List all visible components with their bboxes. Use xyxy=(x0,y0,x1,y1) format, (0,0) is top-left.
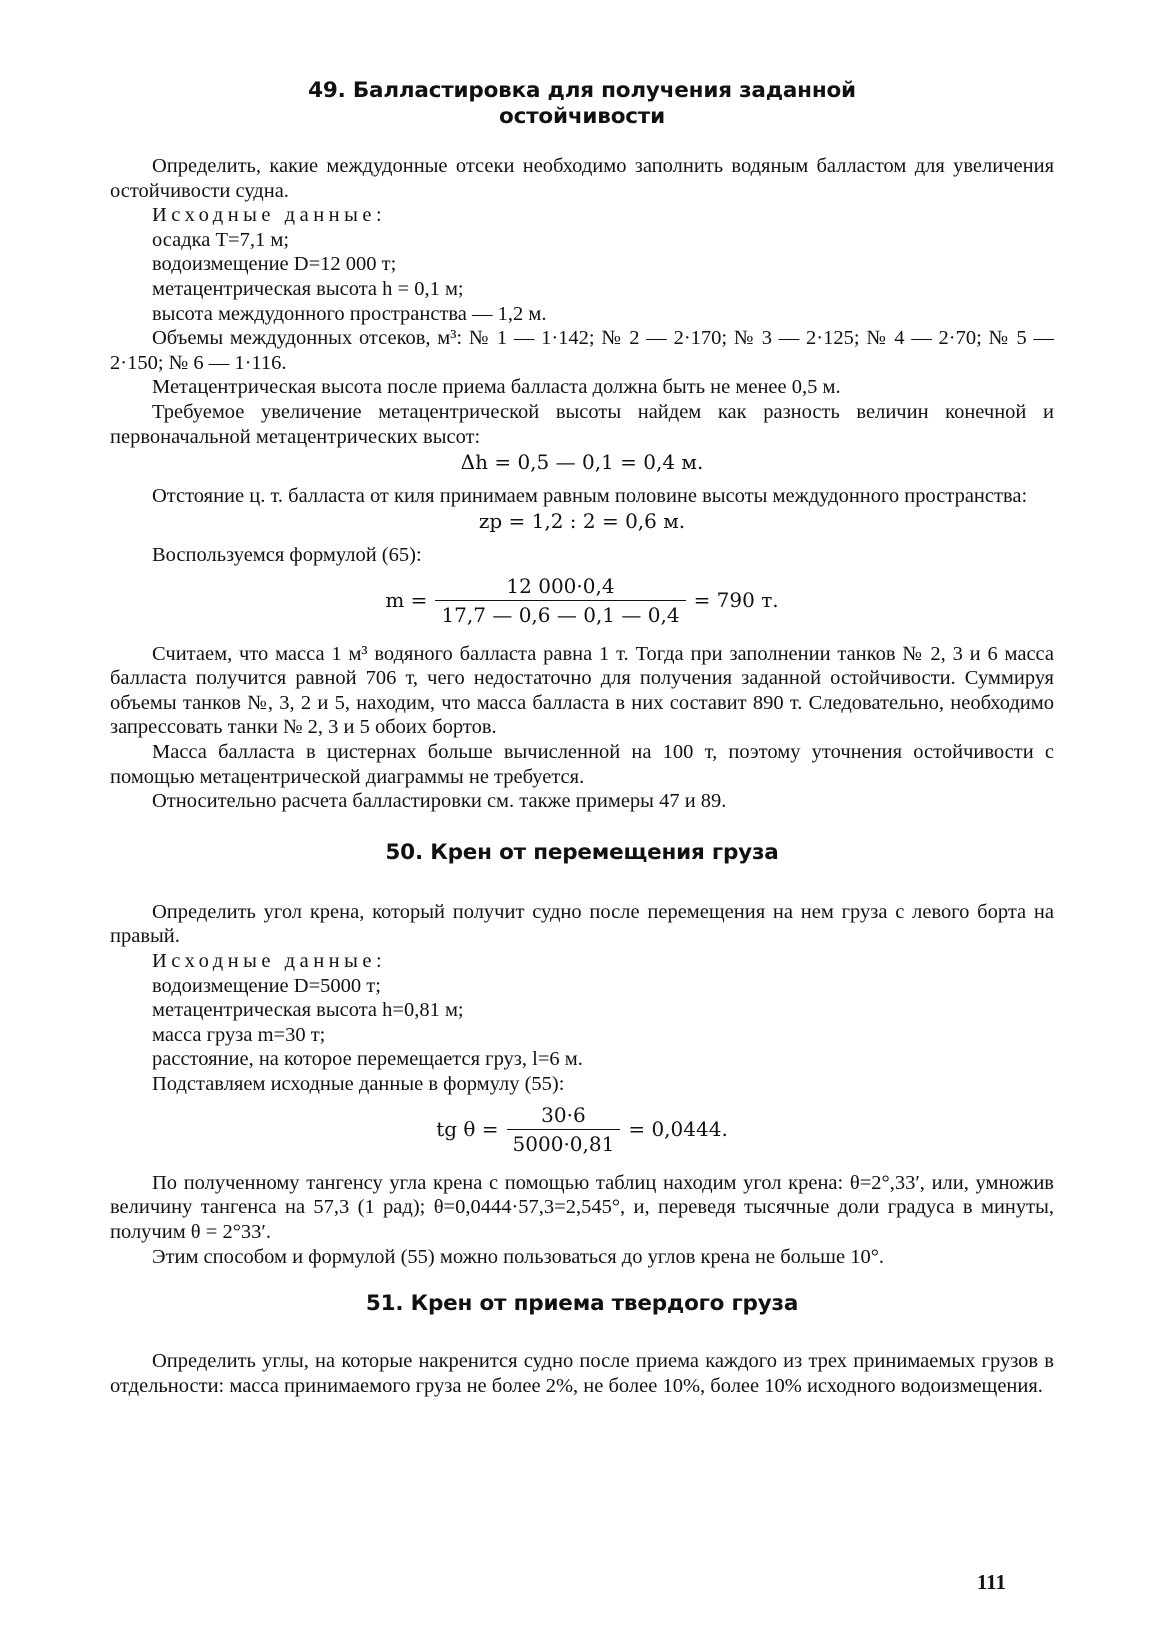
given-item: метацентрическая высота h = 0,1 м; xyxy=(152,277,464,300)
given-item: метацентрическая высота h=0,81 м; xyxy=(152,999,464,1022)
given-item: осадка T=7,1 м; xyxy=(152,228,290,251)
paragraph: Этим способом и формулой (55) можно пользоваться до углов крена не больше 10°. xyxy=(152,1245,885,1268)
equation: Δh = 0,5 — 0,1 = 0,4 м. xyxy=(460,450,704,475)
paragraph: Считаем, что масса 1 м³ водяного балласта равна 1 т. Тогда при заполнении танков № 2, 3 и 6 масса балласта получится равной 706 т, чего недостаточно для получения заданной остойчивости. Суммируя объемы танков №, 3, 2 и 5, находим, что масса балласта в них составит 890 т. Следовательно, необходимо запрессовать танки № 2, 3 и 5 обоих бортов. xyxy=(110,642,1054,739)
given-item: водоизмещение D=5000 т; xyxy=(152,974,381,997)
section-49-title: 49. Балластировка для получения заданной остойчивости xyxy=(308,78,856,129)
given-data-heading: Исходные данные: xyxy=(152,950,387,973)
given-item: водоизмещение D=12 000 т; xyxy=(152,253,397,276)
fraction-equation xyxy=(110,574,1054,628)
given-item: масса груза m=30 т; xyxy=(152,1023,326,1046)
paragraph: Отстояние ц. т. балласта от киля принимаем равным половине высоты междудонного пространства: xyxy=(152,484,1028,507)
page-number: 111 xyxy=(976,1570,1006,1594)
equation-rhs: = 790 т. xyxy=(693,588,779,613)
paragraph: Объемы междудонных отсеков, м³: № 1 — 1·142; № 2 — 2·170; № 3 — 2·125; № 4 — 2·70; № 5 — 2·150; № 6 — 1·116. xyxy=(110,327,1054,374)
fraction xyxy=(507,1103,621,1157)
denominator: 5000·0,81 xyxy=(507,1129,621,1157)
equation-rhs: = 0,0444. xyxy=(628,1117,728,1142)
paragraph: Подставляем исходные данные в формулу (55): xyxy=(152,1073,565,1095)
numerator: 12 000·0,4 xyxy=(506,573,615,598)
paragraph: По полученному тангенсу угла крена с помощью таблиц находим угол крена: θ=2°,33′, или, умножив величину тангенса на 57,3 (1 рад); θ=0,0444·57,3=2,545°, и, переведя тысячные доли градуса в минуты, получим θ = 2°33′. xyxy=(110,1171,1054,1243)
fraction xyxy=(435,574,685,628)
paragraph: Масса балласта в цистернах больше вычисленной на 100 т, поэтому уточнения остойчивости с помощью метацентрической диаграммы не требуется. xyxy=(110,741,1054,788)
fraction-equation xyxy=(110,1103,1054,1157)
paragraph: Относительно расчета балластировки см. также примеры 47 и 89. xyxy=(152,790,727,813)
paragraph: Определить углы, на которые накренится судно после приема каждого из трех принимаемых грузов в отдельности: масса принимаемого груза не более 2%, не более 10%, более 10% исходного водоизмещения. xyxy=(110,1350,1054,1397)
paragraph: Воспользуемся формулой (65): xyxy=(152,543,422,566)
paragraph: Определить угол крена, который получит судно после перемещения на нем груза с левого борта на правый. xyxy=(110,900,1054,948)
paragraph: Определить, какие междудонные отсеки необходимо заполнить водяным балластом для увеличения остойчивости судна. xyxy=(110,155,1054,202)
paragraph: Требуемое увеличение метацентрической высоты найдем как разность величин конечной и первоначальной метацентрических высот: xyxy=(110,400,1054,448)
section-51-title: 51. Крен от приема твердого груза xyxy=(365,1291,799,1317)
given-item: расстояние, на которое перемещается груз, l=6 м. xyxy=(152,1048,583,1071)
equation: zp = 1,2 : 2 = 0,6 м. xyxy=(478,509,686,534)
equation-lhs: tg θ = xyxy=(436,1117,499,1142)
given-item: высота междудонного пространства — 1,2 м. xyxy=(152,302,547,325)
paragraph: Метацентрическая высота после приема балласта должна быть не менее 0,5 м. xyxy=(152,376,841,399)
equation-lhs: m = xyxy=(385,588,428,613)
denominator: 17,7 — 0,6 — 0,1 — 0,4 xyxy=(435,600,685,628)
given-data-heading: Исходные данные: xyxy=(152,204,387,227)
numerator: 30·6 xyxy=(541,1102,586,1127)
section-50-title: 50. Крен от перемещения груза xyxy=(385,839,779,865)
